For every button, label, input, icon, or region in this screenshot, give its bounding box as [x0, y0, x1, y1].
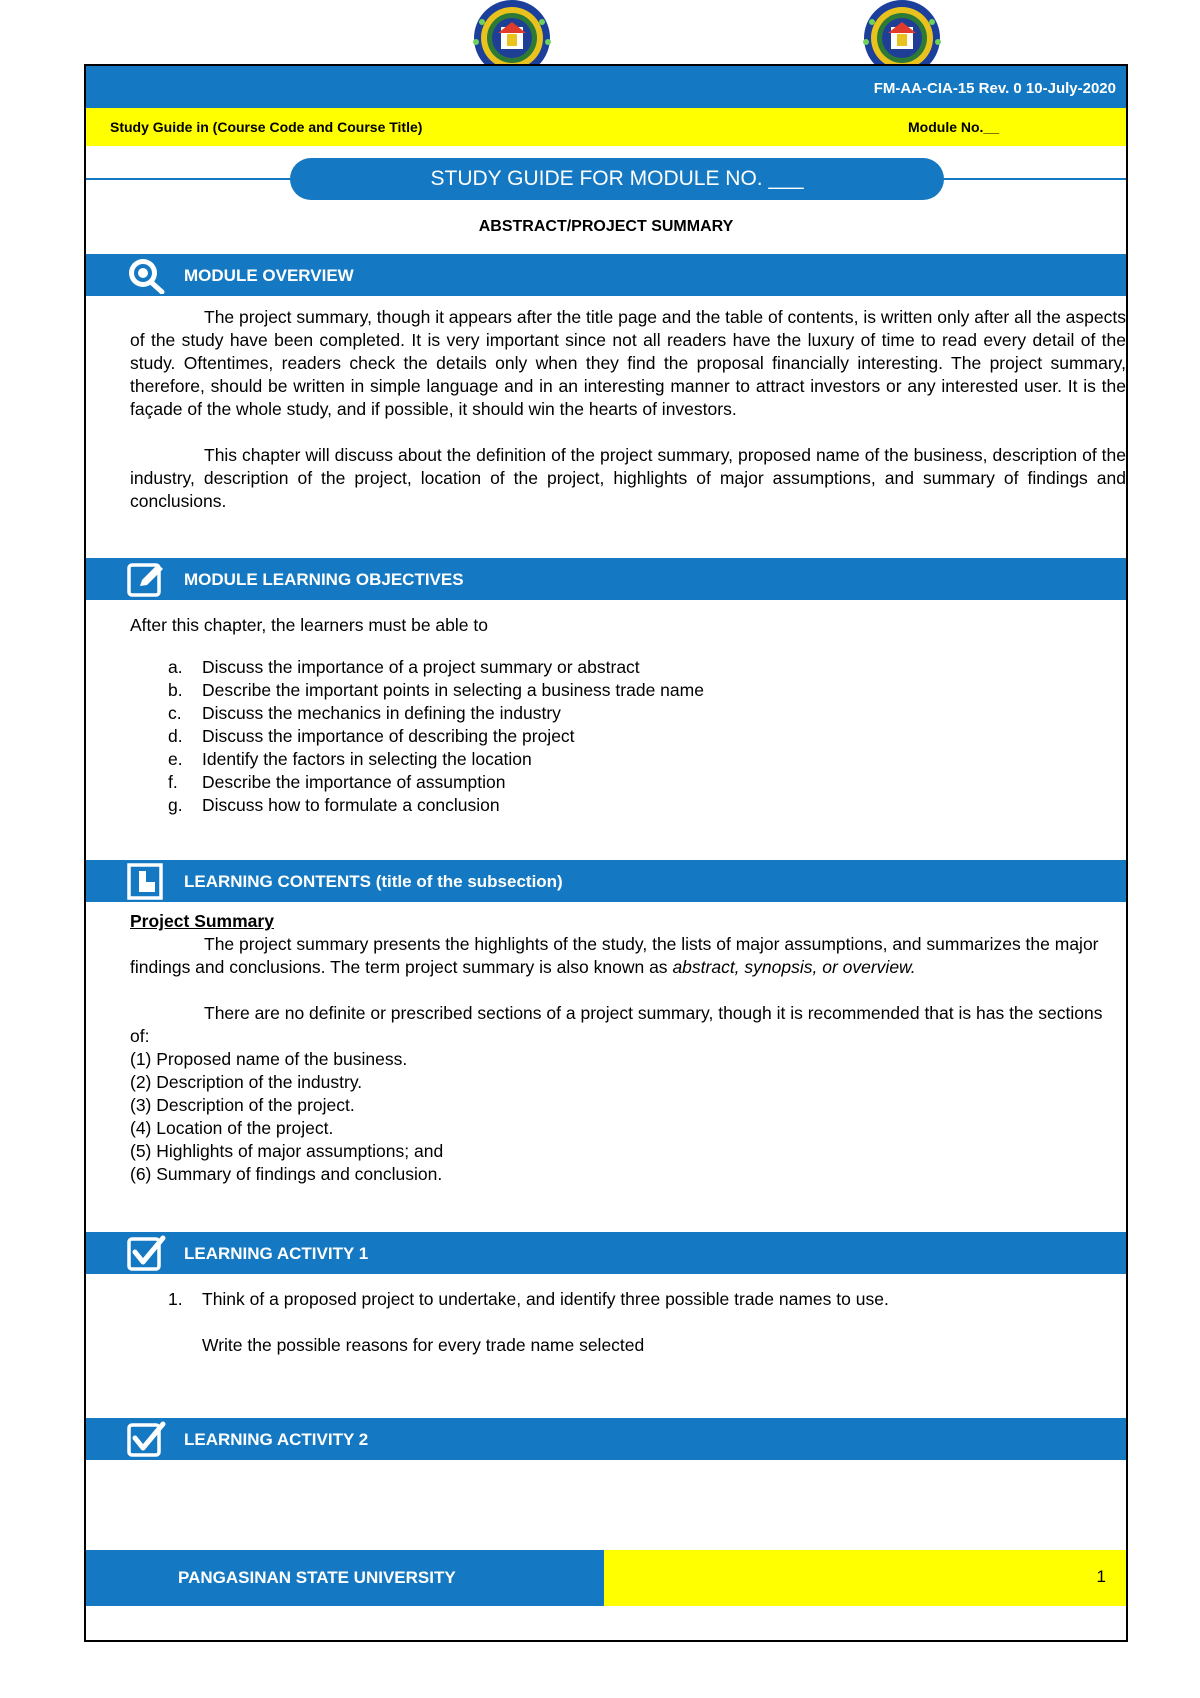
- section-header-objectives: [86, 558, 1126, 600]
- list-marker: a.: [168, 657, 183, 677]
- list-item-text: Discuss how to formulate a conclusion: [202, 795, 500, 815]
- section-list-item: (1) Proposed name of the business.: [130, 1049, 408, 1069]
- list-marker: e.: [168, 749, 183, 769]
- overview-paragraph-1: The project summary, though it appears after the title page and the table of contents, is written only after all the aspects of the study have been completed. It is very important since not all readers have the luxury of time to read every detail of the study. Oftentimes, readers check the details only when they find the proposal financially interesting. The project summary, therefore, should be written in simple language and in an interesting manner to attract investors or any interested user. It is the façade of the whole study, and if possible, it should win the hearts of investors.: [130, 307, 1126, 419]
- contents-paragraph-2: There are no definite or prescribed sections of a project summary, though it is recommended that is has the sections of:: [130, 1003, 1103, 1046]
- footer-university-name: PANGASINAN STATE UNIVERSITY: [178, 1568, 456, 1587]
- list-item: [130, 702, 704, 725]
- university-seal-logo-left: [460, 0, 564, 68]
- section-title: MODULE OVERVIEW: [184, 266, 354, 285]
- list-item-text: Discuss the importance of describing the project: [202, 726, 575, 746]
- list-item: [130, 656, 704, 679]
- list-item-text: Discuss the mechanics in defining the industry: [202, 703, 561, 723]
- section-header-activity-1: [86, 1232, 1126, 1274]
- module-number: Module No.__: [908, 119, 1000, 135]
- section-title: LEARNING ACTIVITY 2: [184, 1430, 369, 1449]
- section-list-item: (2) Description of the industry.: [130, 1072, 363, 1092]
- form-code-bar: [86, 66, 1126, 108]
- footer-page-bar: [604, 1550, 1126, 1606]
- section-list-item: (4) Location of the project.: [130, 1118, 334, 1138]
- overview-paragraph-2: This chapter will discuss about the definition of the project summary, proposed name of the business, description of the industry, description of the project, location of the project, highlights of major assumptions, and summary of findings and conclusions.: [130, 445, 1126, 511]
- form-code: FM-AA-CIA-15 Rev. 0 10-July-2020: [873, 80, 1116, 97]
- objectives-intro: After this chapter, the learners must be able to: [130, 615, 488, 635]
- list-item-text: Describe the importance of assumption: [202, 772, 506, 792]
- activity-note: Write the possible reasons for every trade name selected: [202, 1335, 645, 1355]
- list-marker: c.: [168, 703, 182, 723]
- objectives-list: [130, 656, 704, 817]
- list-item-text: Identify the factors in selecting the location: [202, 749, 532, 769]
- synonyms-italic: abstract, synopsis, or overview.: [672, 957, 916, 977]
- magnifier-icon: [126, 256, 166, 294]
- list-item-text: Describe the important points in selecting a business trade name: [202, 680, 704, 700]
- page-number: 1: [1096, 1567, 1106, 1586]
- page-title: ABSTRACT/PROJECT SUMMARY: [478, 218, 734, 235]
- list-item: [130, 748, 704, 771]
- subsection-heading: Project Summary: [130, 911, 274, 931]
- section-list-item: (6) Summary of findings and conclusion.: [130, 1164, 443, 1184]
- list-item-text: Discuss the importance of a project summary or abstract: [202, 657, 640, 677]
- footer-university-bar: [86, 1550, 604, 1606]
- list-marker: d.: [168, 726, 183, 746]
- course-title: Study Guide in (Course Code and Course Title): [110, 119, 423, 135]
- section-header-overview: [86, 254, 1126, 296]
- list-marker: g.: [168, 795, 183, 815]
- list-item: [130, 771, 704, 794]
- list-item: [130, 794, 704, 817]
- section-header-activity-2: [86, 1418, 1126, 1460]
- study-guide-page: [84, 64, 1128, 1642]
- book-icon: [126, 862, 166, 900]
- contents-paragraph-1: [130, 933, 1126, 979]
- list-item: [130, 725, 704, 748]
- checkbox-icon: [126, 1234, 166, 1272]
- section-title: MODULE LEARNING OBJECTIVES: [184, 570, 464, 589]
- course-title-bar: [86, 108, 1126, 146]
- pencil-icon: [126, 560, 166, 598]
- section-header-contents: [86, 860, 1126, 902]
- list-item: [130, 679, 704, 702]
- list-marker: b.: [168, 680, 183, 700]
- activity-item-marker: 1.: [168, 1289, 183, 1309]
- university-seal-logo-right: [850, 0, 954, 68]
- checkbox-icon: [126, 1420, 166, 1458]
- section-title: LEARNING CONTENTS (title of the subsection): [184, 872, 563, 891]
- study-guide-banner: STUDY GUIDE FOR MODULE NO. ___: [290, 158, 944, 200]
- activity-item-text: Think of a proposed project to undertake, and identify three possible trade names to use.: [202, 1289, 889, 1309]
- section-title: LEARNING ACTIVITY 1: [184, 1244, 369, 1263]
- contents-paragraph-1-text: The project summary presents the highlights of the study, the lists of major assumptions, and summarizes the major findings and conclusions. The term project summary is also known as: [130, 934, 1099, 977]
- section-list-item: (5) Highlights of major assumptions; and: [130, 1141, 444, 1161]
- section-list-item: (3) Description of the project.: [130, 1095, 355, 1115]
- list-marker: f.: [168, 772, 178, 792]
